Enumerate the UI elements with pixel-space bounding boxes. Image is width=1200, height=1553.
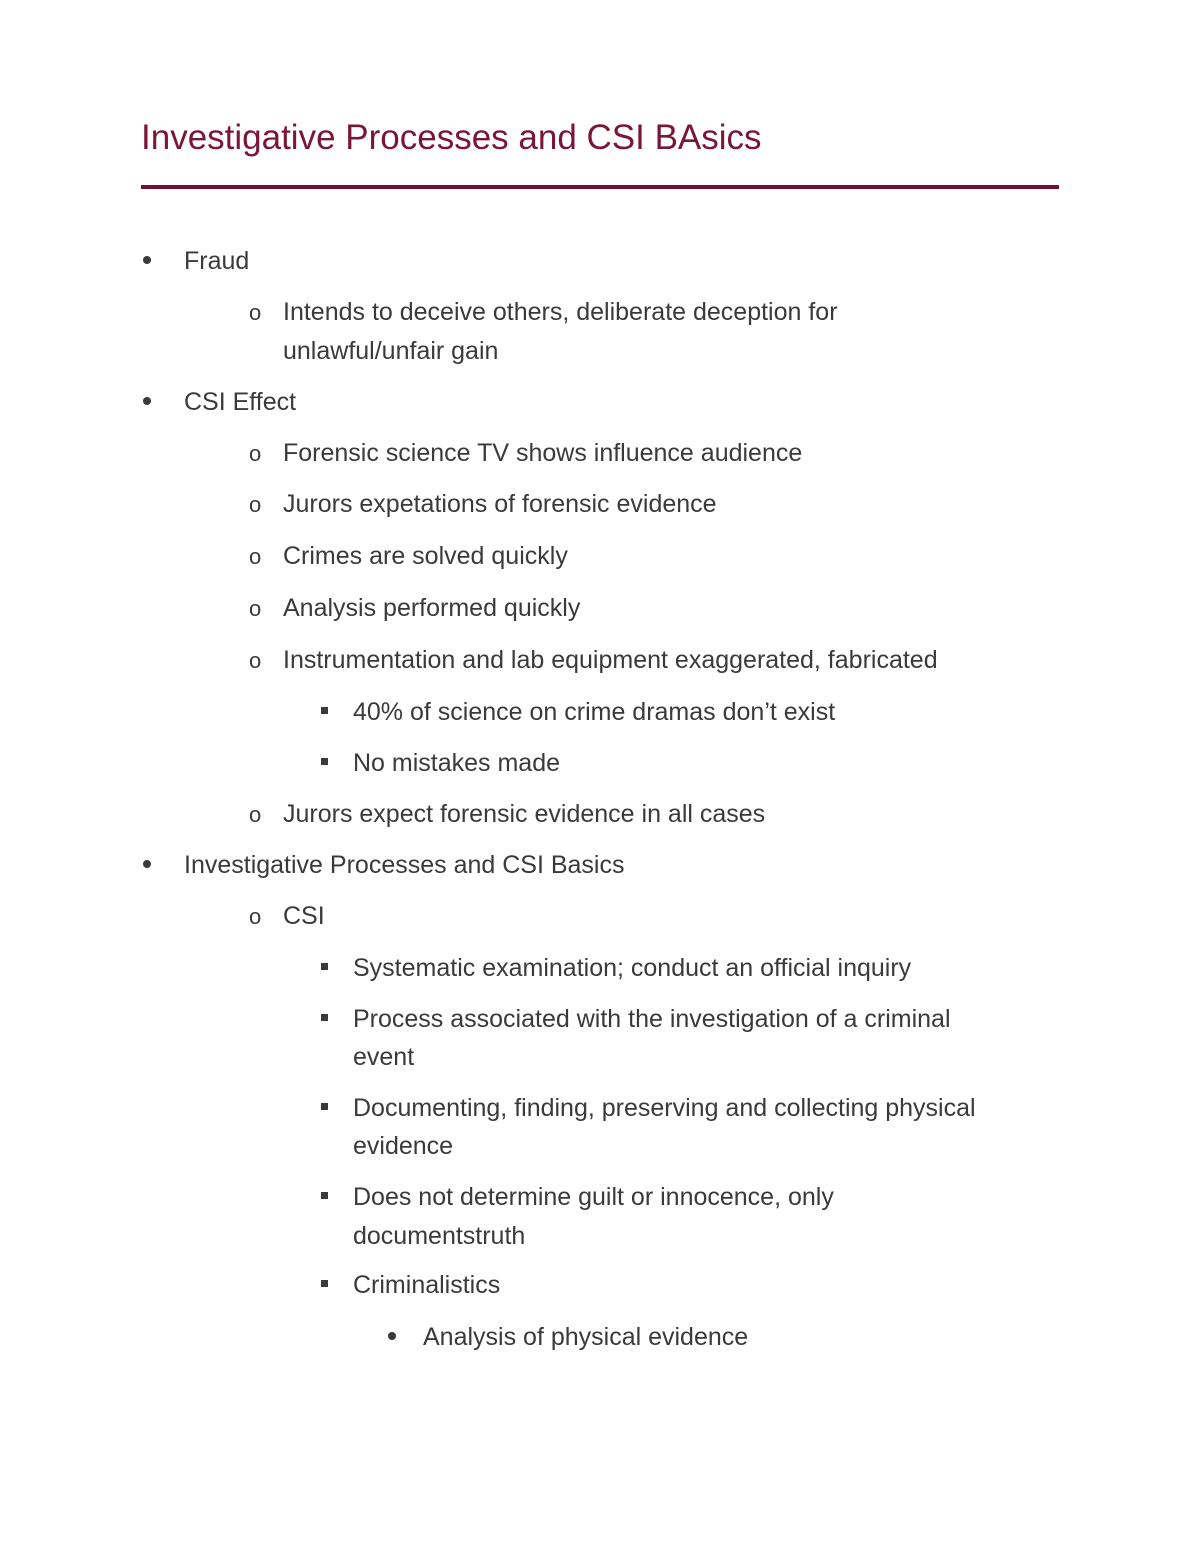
- circle-marker: o: [249, 596, 262, 621]
- list-item: Jurors expetations of forensic evidence: [283, 490, 717, 518]
- list-item: Intends to deceive others, deliberate deception for: [283, 298, 838, 326]
- square-marker: [321, 1103, 328, 1110]
- list-item: Criminalistics: [353, 1271, 501, 1299]
- square-marker: [321, 1192, 328, 1199]
- square-marker: [321, 707, 328, 714]
- list-item-csi-effect: CSI Effect: [184, 388, 297, 416]
- list-item: Jurors expect forensic evidence in all cases: [283, 800, 766, 828]
- list-item: Instrumentation and lab equipment exaggerated, fabricated: [283, 646, 938, 674]
- list-item-continuation: documentstruth: [353, 1222, 526, 1250]
- list-item-fraud: Fraud: [184, 247, 250, 275]
- page-title: Investigative Processes and CSI BAsics: [141, 118, 762, 157]
- square-marker: [321, 1280, 328, 1287]
- list-item: Analysis of physical evidence: [423, 1323, 749, 1351]
- circle-marker: o: [249, 904, 262, 929]
- list-item-continuation: event: [353, 1043, 415, 1071]
- bullet-marker: [143, 397, 151, 405]
- list-item-continuation: unlawful/unfair gain: [283, 337, 499, 365]
- list-item: Forensic science TV shows influence audience: [283, 439, 803, 467]
- circle-marker: o: [249, 441, 262, 466]
- square-marker: [321, 963, 328, 970]
- title-rule: [141, 185, 1059, 189]
- circle-marker: o: [249, 492, 262, 517]
- list-item: Analysis performed quickly: [283, 594, 581, 622]
- list-item: No mistakes made: [353, 749, 561, 777]
- circle-marker: o: [249, 802, 262, 827]
- list-item: 40% of science on crime dramas don’t exist: [353, 698, 836, 726]
- list-item: Process associated with the investigation of a criminal: [353, 1005, 951, 1033]
- list-item: Documenting, finding, preserving and collecting physical: [353, 1094, 976, 1122]
- list-item: Crimes are solved quickly: [283, 542, 568, 570]
- bullet-marker: [143, 860, 151, 868]
- circle-marker: o: [249, 544, 262, 569]
- list-item-ip-basics: Investigative Processes and CSI Basics: [184, 851, 625, 879]
- circle-marker: o: [249, 300, 262, 325]
- list-item: Does not determine guilt or innocence, only: [353, 1183, 834, 1211]
- square-marker: [321, 758, 328, 765]
- bullet-marker: [388, 1332, 396, 1340]
- list-item-continuation: evidence: [353, 1132, 454, 1160]
- square-marker: [321, 1014, 328, 1021]
- bullet-marker: [143, 256, 151, 264]
- list-item-csi: CSI: [283, 902, 325, 930]
- list-item: Systematic examination; conduct an official inquiry: [353, 954, 912, 982]
- circle-marker: o: [249, 648, 262, 673]
